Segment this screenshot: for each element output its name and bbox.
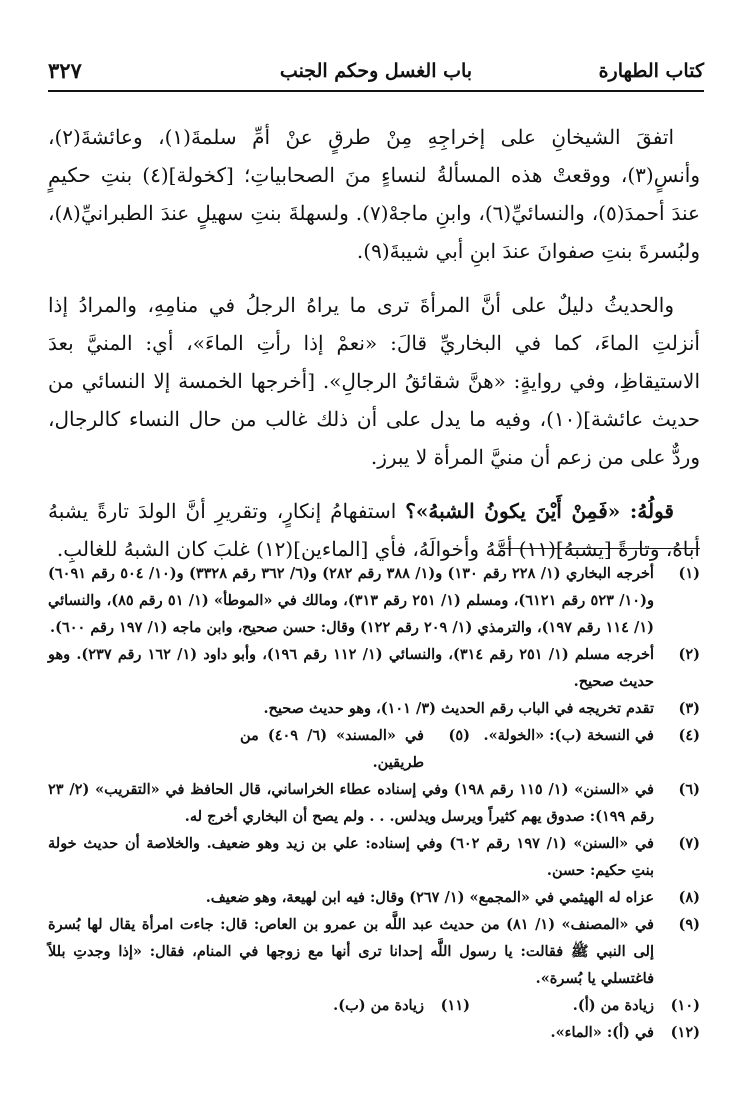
footnote [48,695,700,722]
footnote-text: أخرجه مسلم (١/ ٢٥١ رقم ٣١٤)، والنسائي (١/ ١١٢ رقم ١٩٦)، وأبو داود (١/ ١٦٢ رقم ٢٣٧). وهو حديث صحيح. [48,646,654,690]
footnote-separator [500,548,700,549]
footnote-text: في «السنن» (١/ ١٩٧ رقم ٦٠٢) وفي إسناده: علي بن زيد وهو ضعيف. والخلاصة أن حديث خولة بنتِ حكيم: حسن. [48,835,654,879]
footnote [240,722,470,776]
footnote-pair [48,722,700,776]
footnote-text: في (أ): «الماء». [550,1024,654,1041]
footnotes [48,560,700,1046]
footnote-text: زيادة من (أ). [572,997,654,1014]
footnote-number: (٩) [678,916,700,933]
footnote [48,884,700,911]
paragraph: اتفقَ الشيخانِ على إخراجِهِ مِنْ طرقٍ عنْ أمِّ سلمةَ(١)، وعائشةَ(٢)، وأنسٍ(٣)، ووقعتْ هذه المسألةُ لنساءٍ منَ الصحابياتِ؛ [كخولة](٤) بنتِ حكيمٍ عندَ أحمدَ(٥)، والنسائيِّ(٦)، وابنِ ماجهْ(٧). ولسهلةَ بنتِ سهيلٍ عندَ الطبرانيِّ(٨)، ولبُسرةَ بنتِ صفوانَ عندَ ابنِ أبي شيبةَ(٩). [48,125,701,263]
page-header [48,56,704,92]
paragraph-text: استفهامُ إنكارٍ، وتقريرِ أنَّ الولدَ تارةً يشبهُ أباهُ، وتارةً [يشبهُ](١١) أمَّهُ وأخوالَهُ، فأي [الماءين](١٢) غلبَ كان الشبهُ للغالبِ. [48,499,700,561]
footnote-number: (٣) [678,700,700,717]
chapter-title: باب الغسل وحكم الجنب [279,60,473,82]
footnote-number: (٧) [678,835,700,852]
footnote-text: زيادة من (ب). [333,997,424,1014]
footnote-number: (٢) [678,646,700,663]
footnote [240,992,470,1019]
quoted-phrase: قولُهُ: «فَمِنْ أَيْنَ يكونُ الشبهُ»؟ [405,499,674,523]
footnote [48,776,700,830]
footnote [470,722,700,776]
footnote-number: (١٢) [670,1024,700,1041]
footnote [470,992,700,1019]
footnote-text: في «المسند» (٦/ ٤٠٩) من طريقين. [240,727,424,771]
footnote-number: (١٠) [670,997,700,1014]
footnote-text: تقدم تخريجه في الباب رقم الحديث (٣/ ١٠١)، وهو حديث صحيح. [263,700,654,717]
footnote-text: في النسخة (ب): «الخولة». [483,727,654,744]
footnote-number: (٥) [448,727,470,744]
footnote-text: في «المصنف» (١/ ٨١) من حديث عبد اللَّه بن عمرو بن العاص: قال: جاءت امرأة يقال لها بُسرة إلى النبي ﷺ فقالت: يا رسول اللَّه إحدانا ترى أنها مع زوجها في المنام، فقال: «إذا وجدتِ بللاً فاغتسلي يا بُسرة». [48,916,654,987]
page-number: ٣٢٧ [48,58,82,83]
footnote-number: (١) [678,565,700,582]
footnote-text: في «السنن» (١/ ١١٥ رقم ١٩٨) وفي إسناده عطاء الخراساني، قال الحافظ في «التقريب» (٢/ ٢٣ رقم ١٩٩): صدوق يهم كثيراً ويرسل ويدلس. . . ولم يصح أن البخاري أخرج له. [48,781,654,825]
footnote [48,641,700,695]
footnote-text: أخرجه البخاري (١/ ٢٢٨ رقم ١٣٠) و(١/ ٣٨٨ رقم ٢٨٢) و(٦/ ٣٦٢ رقم ٣٣٢٨) و(١٠/ ٥٠٤ رقم ٦٠٩١) و(١٠/ ٥٢٣ رقم ٦١٢١)، ومسلم (١/ ٢٥١ رقم ٣١٣)، ومالك في «الموطأ» (١/ ٥١ رقم ٨٥)، والنسائي (١/ ١١٤ رقم ١٩٧)، والترمذي (١/ ٢٠٩ رقم ١٢٢) وقال: حسن صحيح، وابن ماجه (١/ ١٩٧ رقم ٦٠٠). [48,565,654,636]
paragraph: والحديثُ دليلٌ على أنَّ المرأةَ ترى ما يراهُ الرجلُ في منامِهِ، والمرادُ إذا أنزلتِ الماءَ، كما في البخاريِّ قالَ: «نعمْ إذا رأتِ الماءَ»، أي: المنيَّ بعدَ الاستيقاظِ، وفي روايةٍ: «هنَّ شقائقُ الرجالِ». [أخرجها الخمسة إلا النسائي من حديث عائشة](١٠)، وفيه ما يدل على أن ذلك غالب من حال النساء كالرجال، وردٌّ على من زعم أن منيَّ المرأة لا يبرز. [48,293,700,469]
footnote [48,830,700,884]
footnote-pair [48,992,700,1019]
footnote-text: عزاه له الهيثمي في «المجمع» (١/ ٢٦٧) وقال: فيه ابن لهيعة، وهو ضعيف. [205,889,654,906]
footnote-number: (٦) [678,781,700,798]
main-text [48,118,700,584]
footnote-number: (١١) [440,997,470,1014]
footnote [48,560,700,641]
paragraph [48,492,700,568]
footnote-number: (٨) [678,889,700,906]
footnote [48,1019,700,1046]
footnote-number: (٤) [678,727,700,744]
book-title: كتاب الطهارة [598,60,704,82]
footnote [48,911,700,992]
